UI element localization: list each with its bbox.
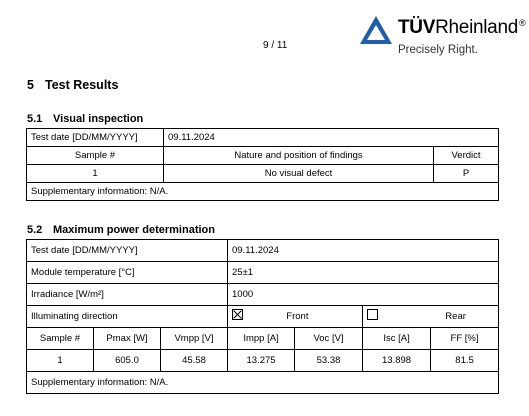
- table-cell: 45.58: [161, 350, 228, 372]
- column-header: Voc [V]: [295, 328, 363, 350]
- table-cell: P: [434, 165, 499, 183]
- test-date-value: 09.11.2024: [228, 240, 499, 262]
- table-row: [27, 240, 499, 262]
- table-row: [27, 350, 499, 372]
- brand-rest: Rheinland: [435, 17, 518, 38]
- brand-name: [398, 17, 525, 39]
- test-date-label: Test date [DD/MM/YYYY]: [27, 240, 228, 262]
- table-cell: No visual defect: [164, 165, 434, 183]
- section-number: 5: [27, 78, 34, 92]
- table-row: [27, 372, 499, 394]
- supplementary-info: Supplementary information: N/A.: [27, 183, 499, 201]
- column-header: Sample #: [27, 328, 94, 350]
- supplementary-info: Supplementary information: N/A.: [27, 372, 499, 394]
- page-number: 9 / 11: [263, 40, 288, 51]
- max-power-table: [26, 239, 499, 394]
- module-temperature-value: 25±1: [228, 262, 499, 284]
- tuv-logo: [358, 14, 526, 60]
- irradiance-label: Irradiance [W/m²]: [27, 284, 228, 306]
- table-row: [27, 129, 499, 147]
- column-header: FF [%]: [431, 328, 499, 350]
- rear-checkbox[interactable]: [367, 309, 378, 320]
- table-row: [27, 306, 499, 328]
- visual-number: 5.1: [27, 113, 43, 125]
- section-title: Test Results: [45, 78, 119, 92]
- visual-heading: [27, 113, 143, 125]
- triangle-logo-icon: [358, 14, 394, 46]
- power-number: 5.2: [27, 224, 43, 236]
- table-row: [27, 284, 499, 306]
- front-option: [228, 306, 363, 328]
- table-header-row: [27, 147, 499, 165]
- section-heading: [27, 78, 118, 92]
- visual-inspection-table: [26, 128, 499, 201]
- power-heading: [27, 224, 215, 236]
- module-temperature-label: Module temperature [°C]: [27, 262, 228, 284]
- column-header: Nature and position of findings: [164, 147, 434, 165]
- table-cell: 81.5: [431, 350, 499, 372]
- table-header-row: [27, 328, 499, 350]
- power-title: Maximum power determination: [53, 224, 215, 236]
- rear-option: [363, 306, 499, 328]
- brand-tagline: Precisely Right.: [398, 44, 478, 56]
- column-header: Verdict: [434, 147, 499, 165]
- test-date-label: Test date [DD/MM/YYYY]: [27, 129, 164, 147]
- column-header: Isc [A]: [363, 328, 431, 350]
- column-header: Vmpp [V]: [161, 328, 228, 350]
- table-row: [27, 165, 499, 183]
- brand-bold: TÜV: [398, 17, 436, 38]
- column-header: Impp [A]: [228, 328, 295, 350]
- table-cell: 1: [27, 350, 94, 372]
- front-label: Front: [286, 311, 309, 322]
- table-cell: 1: [27, 165, 164, 183]
- irradiance-value: 1000: [228, 284, 499, 306]
- table-row: [27, 262, 499, 284]
- rear-label: Rear: [445, 311, 466, 322]
- column-header: Sample #: [27, 147, 164, 165]
- illuminating-direction-label: Illuminating direction: [27, 306, 228, 328]
- table-cell: 605.0: [94, 350, 161, 372]
- test-date-value: 09.11.2024: [164, 129, 499, 147]
- front-checkbox[interactable]: [232, 309, 243, 320]
- column-header: Pmax [W]: [94, 328, 161, 350]
- visual-title: Visual inspection: [53, 113, 144, 125]
- table-row: [27, 183, 499, 201]
- table-cell: 53.38: [295, 350, 363, 372]
- table-cell: 13.898: [363, 350, 431, 372]
- table-cell: 13.275: [228, 350, 295, 372]
- registered-mark: ®: [518, 18, 526, 28]
